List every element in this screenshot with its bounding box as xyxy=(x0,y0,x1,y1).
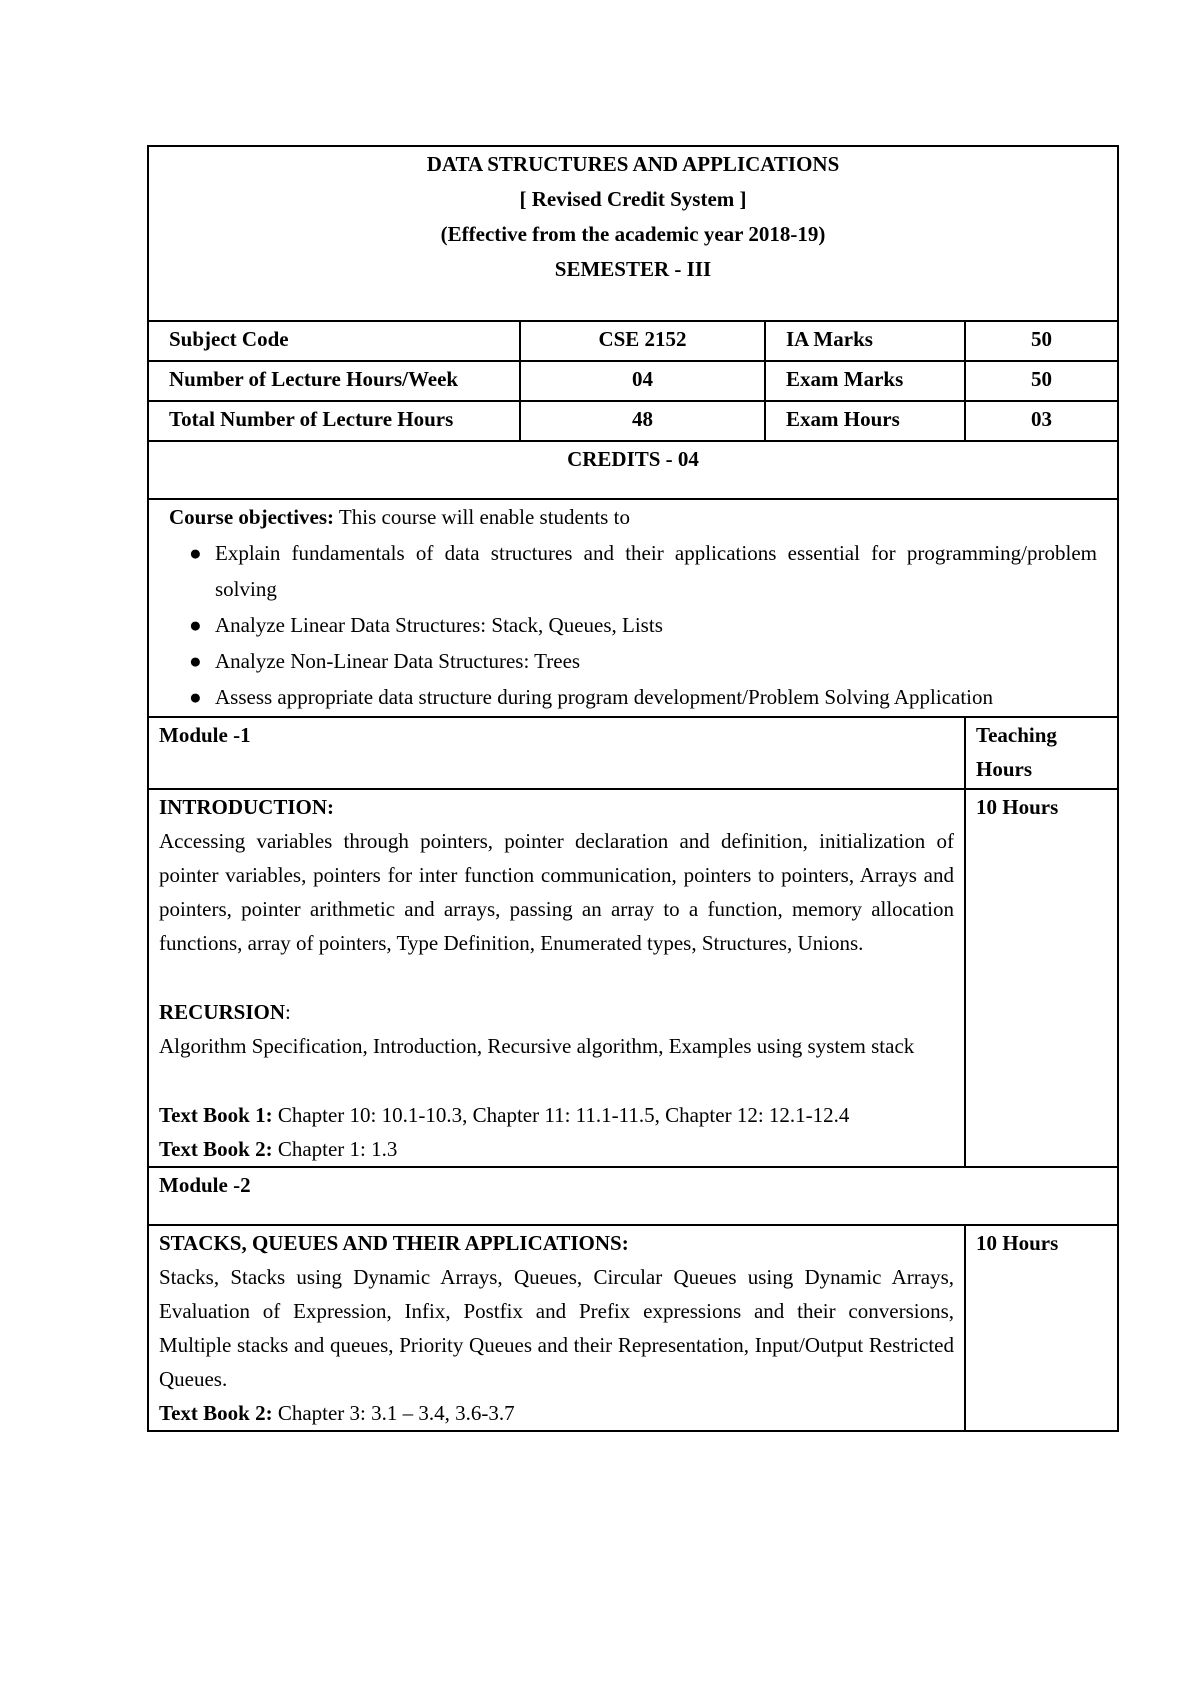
info-row-subject-code xyxy=(148,321,1118,361)
objective-item: ● Explain fundamentals of data structures and their applications essential for programming/problem solving xyxy=(169,535,1117,607)
module-1-textbook-1: Text Book 1: Chapter 10: 10.1-10.3, Chapter 11: 11.1-11.5, Chapter 12: 12.1-12.4 xyxy=(159,1103,850,1127)
objectives-label: Course objectives: xyxy=(169,505,335,529)
effective-year: (Effective from the academic year 2018-19) xyxy=(440,222,826,246)
stacks-queues-text: Stacks, Stacks using Dynamic Arrays, Queues, Circular Queues using Dynamic Arrays, Evaluation of Expression, Infix, Postfix and Prefix expressions and their conversions, Multiple stacks and queues, Priority Queues and their Representation, Input/Output Restricted Queues. xyxy=(159,1265,954,1391)
objectives-list xyxy=(169,535,1117,715)
bullet-icon: ● xyxy=(189,541,202,565)
module-1-content: INTRODUCTION: Accessing variables through pointers, pointer declaration and definition, initialization of pointer variables, pointers for inter function communication, pointers to pointers, Arrays and pointers, pointer arithmetic and arrays, passing an array to a function, memory allocation functions, array of pointers, Type Definition, Enumerated types, Structures, Unions. RECURSION: Algorithm Specification, Introduction, Recursive algorithm, Examples using system stack Text Book 1: Chapter 10: 10.1-10.3, Chapter 11: 11.1-11.5, Chapter 12: 12.1-12.4 Text Book 2: Chapter 1: 1.3 xyxy=(148,789,965,1167)
ia-marks-value: 50 xyxy=(965,321,1118,361)
objective-item: ● Analyze Linear Data Structures: Stack, Queues, Lists xyxy=(169,607,1117,643)
objectives-intro: This course will enable students to xyxy=(334,505,630,529)
exam-hours-value: 03 xyxy=(965,401,1118,441)
subject-code-value: CSE 2152 xyxy=(520,321,765,361)
objective-item: ● Assess appropriate data structure during program development/Problem Solving Application xyxy=(169,679,1117,715)
bullet-icon: ● xyxy=(189,649,202,673)
lecture-hours-week-label: Number of Lecture Hours/Week xyxy=(148,361,520,401)
stacks-queues-heading: STACKS, QUEUES AND THEIR APPLICATIONS: xyxy=(159,1231,629,1255)
course-header xyxy=(148,146,1118,321)
module-1-hours: 10 Hours xyxy=(965,789,1118,1167)
module-1-textbook-2: Text Book 2: Chapter 1: 1.3 xyxy=(159,1137,398,1161)
course-title: DATA STRUCTURES AND APPLICATIONS xyxy=(426,152,840,176)
info-row-total-hours xyxy=(148,401,1118,441)
module-2-label: Module -2 xyxy=(148,1167,1118,1225)
syllabus-table xyxy=(147,145,1119,1432)
objective-item: ● Analyze Non-Linear Data Structures: Trees xyxy=(169,643,1117,679)
info-row-lecture-hours xyxy=(148,361,1118,401)
credits: CREDITS - 04 xyxy=(148,441,1118,499)
bullet-icon: ● xyxy=(189,685,202,709)
lecture-hours-week-value: 04 xyxy=(520,361,765,401)
module-1-label: Module -1 xyxy=(148,717,965,789)
course-objectives xyxy=(148,499,1118,717)
subject-code-label: Subject Code xyxy=(148,321,520,361)
semester: SEMESTER - III xyxy=(554,257,712,281)
module-2-textbook-2: Text Book 2: Chapter 3: 3.1 – 3.4, 3.6-3.7 xyxy=(159,1401,515,1425)
recursion-heading: RECURSION xyxy=(159,1000,286,1024)
exam-marks-value: 50 xyxy=(965,361,1118,401)
recursion-text: Algorithm Specification, Introduction, Recursive algorithm, Examples using system stack xyxy=(159,1034,915,1058)
ia-marks-label: IA Marks xyxy=(765,321,965,361)
exam-marks-label: Exam Marks xyxy=(765,361,965,401)
exam-hours-label: Exam Hours xyxy=(765,401,965,441)
total-lecture-hours-value: 48 xyxy=(520,401,765,441)
introduction-heading: INTRODUCTION: xyxy=(159,795,335,819)
module-2-content xyxy=(148,1225,965,1431)
module-2-hours: 10 Hours xyxy=(965,1225,1118,1431)
teaching-hours-label: Teaching Hours xyxy=(965,717,1118,789)
bullet-icon: ● xyxy=(189,613,202,637)
syllabus-page xyxy=(147,145,1117,1432)
introduction-text: Accessing variables through pointers, pointer declaration and definition, initialization of pointer variables, pointers for inter function communication, pointers to pointers, Arrays and pointers, pointer arithmetic and arrays, passing an array to a function, memory allocation functions, array of pointers, Type Definition, Enumerated types, Structures, Unions. xyxy=(159,829,954,955)
total-lecture-hours-label: Total Number of Lecture Hours xyxy=(148,401,520,441)
credit-system: [ Revised Credit System ] xyxy=(519,187,747,211)
